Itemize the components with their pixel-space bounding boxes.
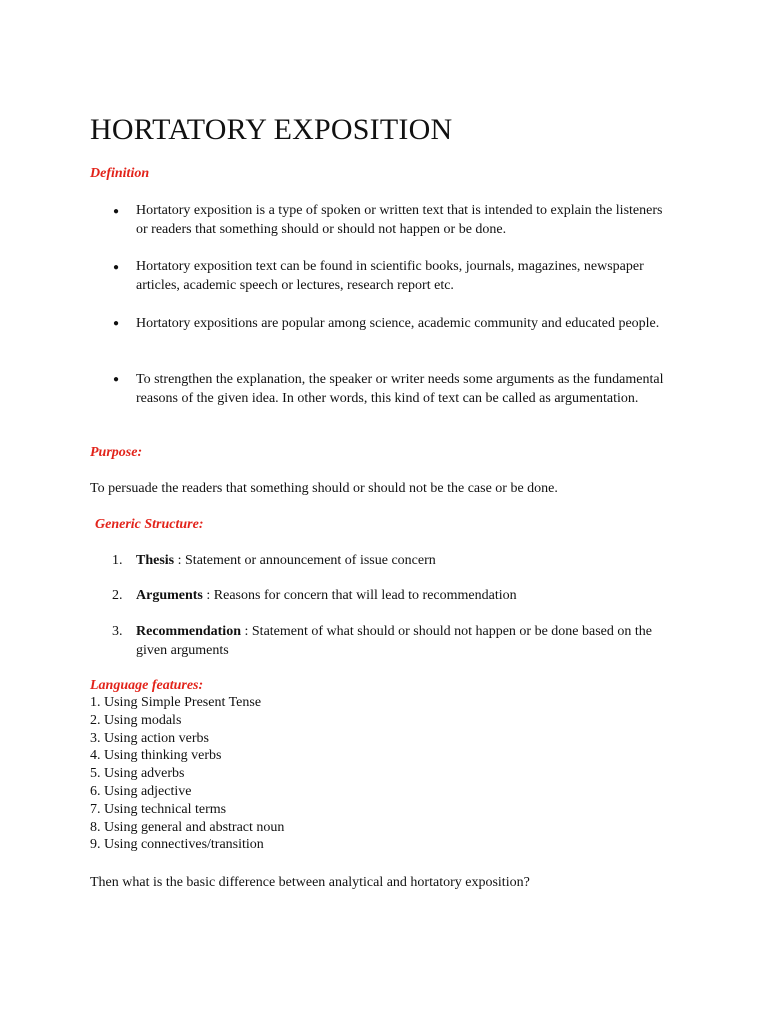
structure-item-recommendation [136,623,676,660]
structure-item-thesis [136,552,676,571]
closing-question: Then what is the basic difference between analytical and hortatory exposition? [90,875,530,890]
definition-bullet-4: To strengthen the explanation, the speaker or writer needs some arguments as the fundamental reasons of the given idea. In other words, this kind of text can be called as argumentation. [136,372,664,406]
list-item: 5. Using adverbs [90,766,185,782]
definition-bullet-2: Hortatory exposition text can be found in scientific books, journals, magazines, newspaper articles, academic speech or lectures, research report etc. [136,259,644,293]
structure-description: : Reasons for concern that will lead to recommendation [202,588,517,603]
structure-item-number: 1. [112,553,123,568]
list-item: 9. Using connectives/transition [90,837,264,853]
language-features-list [90,694,284,854]
structure-item-arguments [136,587,676,606]
purpose-text: To persuade the readers that something should or should not be the case or be done. [90,481,558,496]
language-features-heading: Language features: [90,678,204,693]
list-item: 4. Using thinking verbs [90,748,222,764]
list-item: 7. Using technical terms [90,801,227,817]
bullet-icon: ● [113,318,120,329]
list-item: 1. Using Simple Present Tense [90,695,262,710]
bullet-icon: ● [113,206,120,217]
structure-description: : Statement of what should or should not happen or be done based on the given arguments [136,624,652,658]
structure-term: Arguments [136,588,203,603]
list-item: 2. Using modals [90,712,182,728]
purpose-heading: Purpose: [90,445,143,460]
bullet-icon: ● [113,374,120,385]
structure-item-number: 3. [112,624,123,639]
structure-description: : Statement or announcement of issue concern [174,553,436,568]
list-item: 8. Using general and abstract noun [90,819,285,835]
list-item: 3. Using action verbs [90,730,209,746]
structure-term: Recommendation [136,624,241,639]
definition-bullet-1: Hortatory exposition is a type of spoken or written text that is intended to explain the listeners or readers that something should or should not happen or be done. [136,203,663,237]
definition-bullet-3: Hortatory expositions are popular among science, academic community and educated people. [136,316,660,331]
generic-structure-heading: Generic Structure: [95,517,204,532]
document-title: HORTATORY EXPOSITION [90,113,453,146]
list-item: 6. Using adjective [90,783,192,799]
definition-heading: Definition [90,166,150,181]
structure-term: Thesis [136,553,175,568]
bullet-icon: ● [113,262,120,273]
structure-item-number: 2. [112,588,123,603]
